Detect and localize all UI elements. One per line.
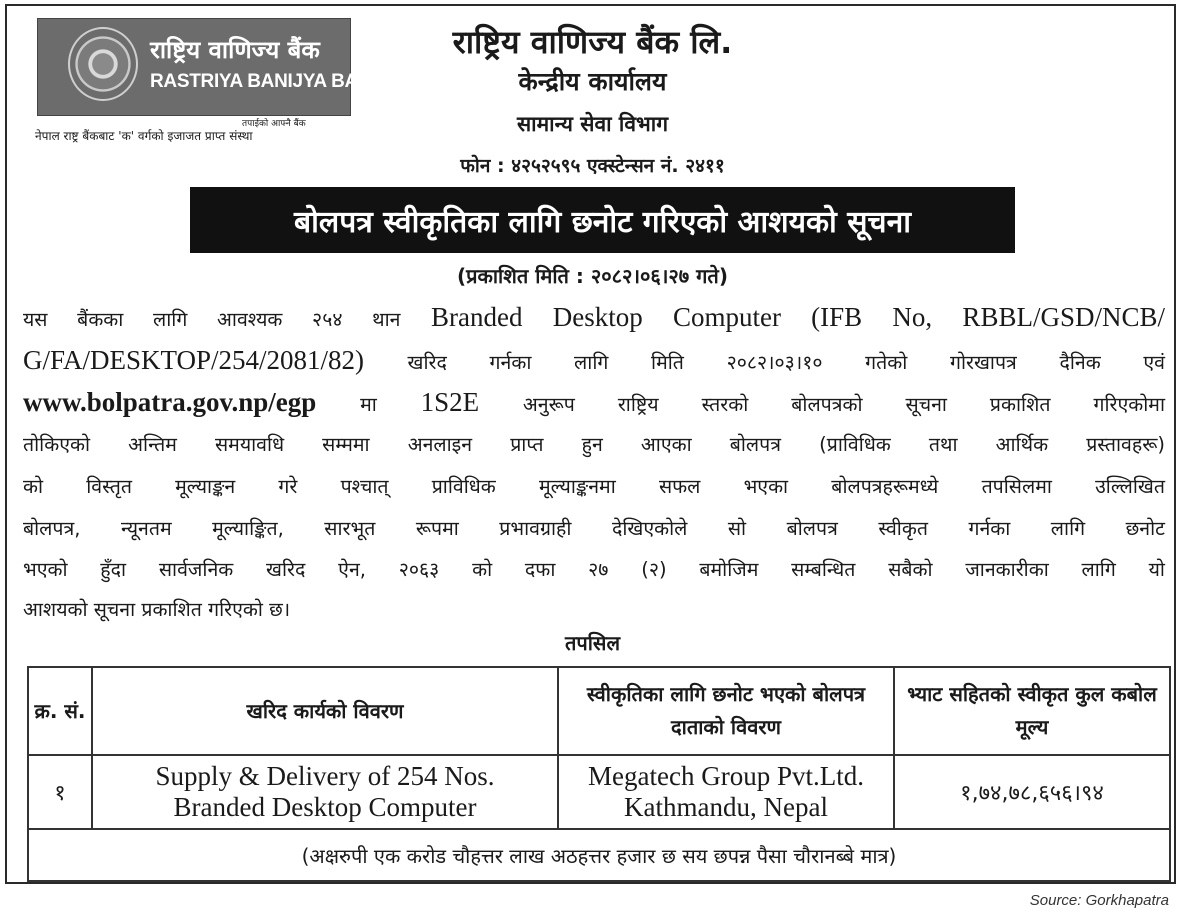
source-credit: Source: Gorkhapatra [1029,892,1169,909]
header-bidder: स्वीकृतिका लागि छनोट भएको बोलपत्र दाताको विवरण [558,667,894,755]
publication-date: (प्रकाशित मिति : २०८२।०६।२७ गते) [457,264,728,288]
body-line: यस बैंकका लागि आवश्यक २५४ थान Branded Desktop Computer (IFB No, RBBL/GSD/NCB/ [23,302,1165,332]
department-name: सामान्य सेवा विभाग [516,112,669,136]
schedule-title: तपसिल [564,631,621,655]
body-line: G/FA/DESKTOP/254/2081/82) खरिद गर्नका लागि मिति २०८२।०३।१० गतेको गोरखापत्र दैनिक एवं [23,345,1165,375]
notice-title: बोलपत्र स्वीकृतिका लागि छनोट गरिएको आशयको सूचना [190,187,1015,253]
logo-name-nepali: राष्ट्रिय वाणिज्य बैंक [150,36,320,64]
amount-in-words: (अक्षरुपी एक करोड चौहत्तर लाख अठहत्तर हजार छ सय छपन्न पैसा चौरानब्बे मात्र) [28,829,1170,881]
row-sn: १ [28,755,92,829]
table-words-row [28,829,1170,881]
bank-name: राष्ट्रिय वाणिज्य बैंक लि. [452,23,733,61]
body-line: भएको हुँदा सार्वजनिक खरिद ऐन, २०६३ को दफा २७ (२) बमोजिम सम्बन्धित सबैको जानकारीका लागि यो [23,558,1165,581]
body-line: आशयको सूचना प्रकाशित गरिएको छ। [23,598,291,621]
table-row [28,755,1170,829]
bank-tagline: तपाईको आफ्नै बैंक [242,119,306,129]
table-header-row [28,667,1170,755]
schedule-table [27,666,1171,882]
row-description: Supply & Delivery of 254 Nos. Branded Desktop Computer [92,755,558,829]
body-line: बोलपत्र, न्यूनतम मूल्याङ्कित, सारभूत रूपमा प्रभावग्राही देखिएकोले सो बोलपत्र स्वीकृत गर्नका लागि छनोट [23,517,1165,540]
website-url: www.bolpatra.gov.np/egp [23,387,317,417]
row-bidder: Megatech Group Pvt.Ltd. Kathmandu, Nepal [558,755,894,829]
notice-clipping [5,4,1176,884]
phone-line: फोन : ४२५२५९५ एक्स्टेन्सन नं. २४११ [460,155,725,177]
logo-name-english: RASTRIYA BANIJYA BANK [150,71,385,92]
body-line: तोकिएको अन्तिम समयावधि सम्ममा अनलाइन प्राप्त हुन आएका बोलपत्र (प्राविधिक तथा आर्थिक प्रस्तावहरू) [23,433,1165,456]
license-note: नेपाल राष्ट्र बैंकबाट 'क' वर्गको इजाजत प्राप्त संस्था [35,129,253,143]
row-price: १,७४,७८,६५६।९४ [894,755,1170,829]
header-description: खरिद कार्यको विवरण [92,667,558,755]
body-line: www.bolpatra.gov.np/egp मा 1S2E अनुरूप राष्ट्रिय स्तरको बोलपत्रको सूचना प्रकाशित गरिएकोमा [23,387,1165,417]
office-name: केन्द्रीय कार्यालय [518,67,667,96]
body-line: को विस्तृत मूल्याङ्कन गरे पश्चात् प्राविधिक मूल्याङ्कनमा सफल भएका बोलपत्रहरूमध्ये तपसिलमा उल्लिखित [23,475,1165,498]
header-price: भ्याट सहितको स्वीकृत कुल कबोल मूल्य [894,667,1170,755]
header-sn: क्र. सं. [28,667,92,755]
